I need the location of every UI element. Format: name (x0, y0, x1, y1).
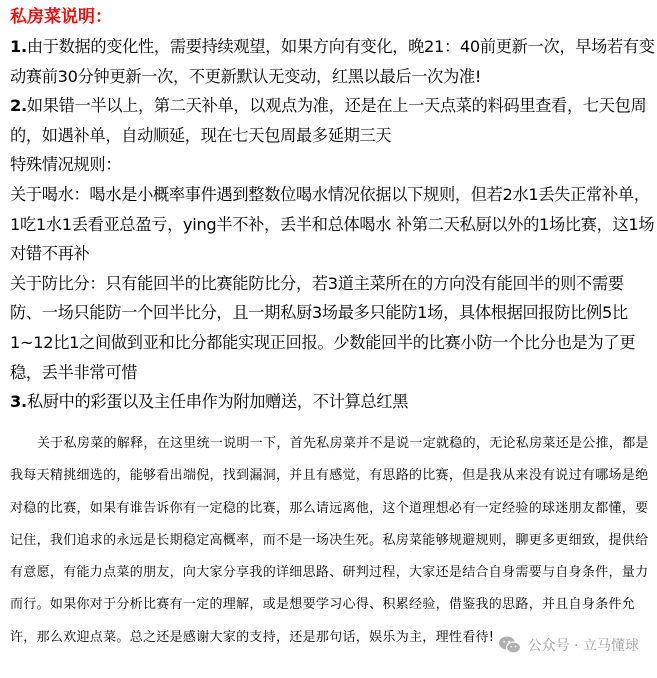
wechat-icon (498, 635, 522, 655)
special-rules-heading: 特殊情况规则： (10, 155, 122, 175)
rule-item-2 (10, 91, 655, 150)
ratio-rule: 关于防比分：只有能回半的比赛能防比分，若3道主菜所在的方向没有能回半的则不需要防、一场只能防一个回半比分，且一期私厨3场最多只能防1场，具体根据回报防比例5比1~12比1之间做到亚和比分都能实现正回报。少数能回半的比赛小防一个比分也是为了更稳，丢半非常可惜 (10, 273, 636, 382)
rule-number: 1. (10, 37, 27, 56)
watermark-text: 公众号 · 立马懂球 (527, 638, 639, 654)
watermark (496, 635, 641, 655)
rule-item-3 (10, 387, 655, 417)
rule-number: 3. (10, 392, 27, 412)
rule-item-1 (10, 32, 655, 91)
explanation-paragraph: 关于私房菜的解释，在这里统一说明一下，首先私房菜并不是说一定就稳的，无论私房菜还是公推，都是我每天精挑细选的，能够看出端倪，找到漏洞，并且有感觉，有思路的比赛，但是我从来没有说过有哪场是绝对稳的比赛，如果有谁告诉你有一定稳的比赛，那么请远离他，这个道理想必有一定经验的球迷朋友都懂，要记住，我们追求的永远是长期稳定高概率，而不是一场决生死。私房菜能够规避规则，聊更多更细致，提供给有意愿，有能力点菜的朋友，向大家分享我的详细思路、研判过程，大家还是结合自身需要与自身条件，量力而行。如果你对于分析比赛有一定的理解，或是想要学习心得、积累经验，借鉴我的思路，并且自身条件允许，那么欢迎点菜。总之还是感谢大家的支持，还是那句话，娱乐为主，理性看待! (10, 436, 649, 645)
rule-text: 由于数据的变化性，需要持续观望，如果方向有变化，晚21：40前更新一次，早场若有变动赛前30分钟更新一次，不更新默认无变动，红黑以最后一次为准! (10, 37, 655, 86)
rule-text: 私厨中的彩蛋以及主任串作为附加赠送，不计算总红黑 (26, 392, 409, 412)
rules-section (10, 32, 655, 417)
drink-rule: 关于喝水：喝水是小概率事件遇到整数位喝水情况依据以下规则，但若2水1丢失正常补单，1吃1水1丢看亚总盈亏，ying半不补，丢半和总体喝水 补第二天私厨以外的1场比赛，这1场对错不再补 (10, 184, 655, 264)
rule-number: 2. (10, 96, 27, 116)
rule-text: 如果错一半以上，第二天补单，以观点为准，还是在上一天点菜的料码里查看，七天包周的，如遇补单，自动顺延，现在七天包周最多延期三天 (10, 96, 647, 145)
page-title: 私房菜说明： (10, 7, 112, 27)
